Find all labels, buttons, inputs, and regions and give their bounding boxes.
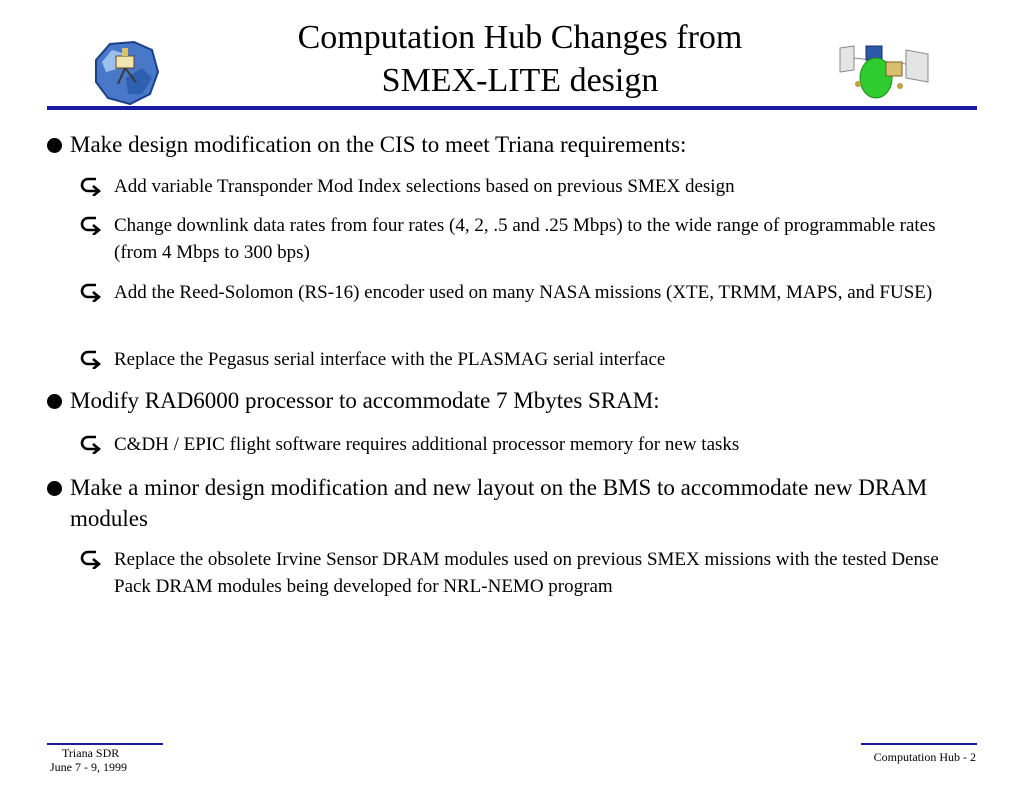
satellite-icon <box>836 40 932 104</box>
bullet-dot-icon <box>47 138 62 153</box>
sub-bullet-item <box>80 546 940 600</box>
bullet-dot-icon <box>47 481 62 496</box>
bullet-item <box>47 129 967 160</box>
title-line-1: Computation Hub Changes from <box>297 19 743 56</box>
sub-bullet-item <box>80 212 940 266</box>
sub-bullet-text: C&DH / EPIC flight software requires additional processor memory for new tasks <box>114 434 740 455</box>
footer-date: June 7 - 9, 1999 <box>50 760 127 774</box>
arrow-bullet-icon <box>80 282 104 302</box>
bullet-item <box>47 472 967 534</box>
sub-bullet-text: Add variable Transponder Mod Index selections based on previous SMEX design <box>114 176 735 197</box>
sub-bullet-text: Add the Reed-Solomon (RS-16) encoder used on many NASA missions (XTE, TRMM, MAPS, and FUSE) <box>114 282 933 303</box>
sub-bullet-text: Change downlink data rates from four rates (4, 2, .5 and .25 Mbps) to the wide range of programmable rates (from 4 Mbps to 300 bps) <box>114 215 936 263</box>
bullet-text: Make design modification on the CIS to meet Triana requirements: <box>70 132 687 157</box>
arrow-bullet-icon <box>80 176 104 196</box>
arrow-bullet-icon <box>80 434 104 454</box>
footer-event: Triana SDR <box>62 746 120 760</box>
bullet-item <box>47 385 967 416</box>
footer-right-rule <box>861 743 977 745</box>
sub-bullet-item <box>80 346 940 373</box>
sub-bullet-item <box>80 279 940 306</box>
footer-page-label: Computation Hub - 2 <box>873 750 976 764</box>
arrow-bullet-icon <box>80 349 104 369</box>
arrow-bullet-icon <box>80 549 104 569</box>
footer-left <box>50 746 127 774</box>
footer-left-rule <box>47 743 163 745</box>
page-title <box>220 16 820 102</box>
triana-logo-icon <box>90 38 162 108</box>
bullet-text: Make a minor design modification and new layout on the BMS to accommodate new DRAM modules <box>70 475 928 531</box>
arrow-bullet-icon <box>80 215 104 235</box>
bullet-dot-icon <box>47 394 62 409</box>
sub-bullet-item <box>80 173 940 200</box>
title-underline <box>47 106 977 110</box>
sub-bullet-text: Replace the obsolete Irvine Sensor DRAM modules used on previous SMEX missions with the tested Dense Pack DRAM modules being developed for NRL-NEMO program <box>114 549 939 597</box>
sub-bullet-text: Replace the Pegasus serial interface with the PLASMAG serial interface <box>114 349 666 370</box>
sub-bullet-item <box>80 431 940 458</box>
title-line-2: SMEX-LITE design <box>381 62 659 99</box>
bullet-text: Modify RAD6000 processor to accommodate 7 Mbytes SRAM: <box>70 388 660 413</box>
